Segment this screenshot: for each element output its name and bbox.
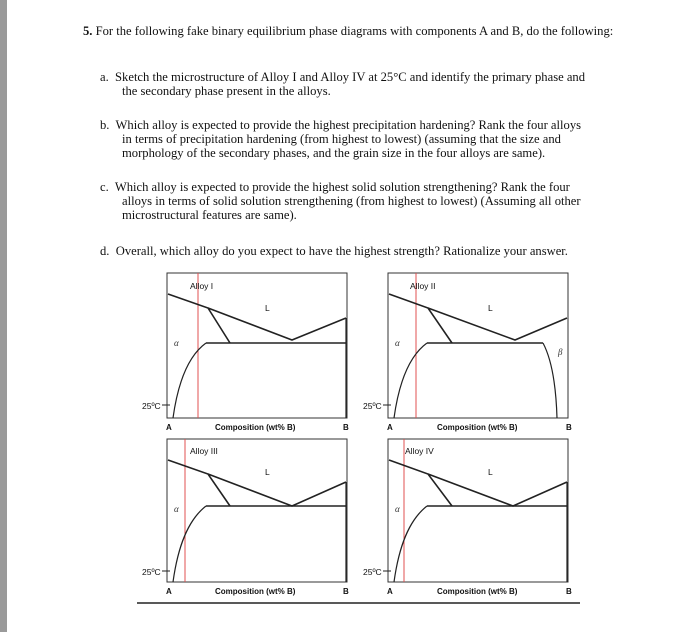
x-axis-label: Composition (wt% B) (215, 423, 296, 432)
item-d-marker: d. (100, 244, 110, 258)
temperature-label: 25ºC (142, 401, 161, 411)
component-a-label: A (166, 423, 172, 432)
liquid-phase-label: L (488, 303, 493, 313)
solvus-line (394, 506, 427, 582)
item-b-first-line: Which alloy is expected to provide the highest precipitation hardening? Rank the four alloys (115, 118, 582, 132)
item-d-first-line: Overall, which alloy do you expect to have the highest strength? Rationalize your answer. (115, 244, 568, 258)
beta-phase-label: β (558, 347, 563, 357)
component-b-label: B (343, 423, 349, 432)
phase-diagram-alloy-1 (142, 273, 349, 432)
liquid-phase-label: L (265, 467, 270, 477)
item-a-first-line: Sketch the microstructure of Alloy I and Alloy IV at 25°C and identify the primary phase and (115, 70, 586, 84)
phase-diagram-alloy-3 (142, 439, 349, 596)
item-c-rest: alloys in terms of solid solution strengthening (from highest to lowest) (Assuming all other microstructural features are same). (122, 194, 581, 222)
alloy-label: Alloy I (190, 281, 214, 291)
component-a-label: A (387, 423, 393, 432)
liquidus-line (389, 460, 567, 506)
alloy-label: Alloy IV (405, 446, 434, 456)
liquidus-line (168, 294, 346, 343)
item-b-marker: b. (100, 118, 110, 132)
solvus-line (394, 343, 427, 418)
alloy-label: Alloy III (190, 446, 218, 456)
temperature-label: 25ºC (142, 567, 161, 577)
alpha-phase-label: α (174, 504, 179, 514)
liquid-phase-label: L (488, 467, 493, 477)
phase-diagram-alloy-4 (363, 439, 572, 596)
component-a-label: A (166, 587, 172, 596)
phase-diagram-alloy-2 (363, 273, 572, 432)
liquid-phase-label: L (265, 303, 270, 313)
x-axis-label: Composition (wt% B) (215, 587, 296, 596)
item-a-rest: the secondary phase present in the alloys. (122, 84, 331, 98)
question-intro-text: For the following fake binary equilibrium phase diagrams with components A and B, do the following: (95, 24, 614, 38)
alpha-phase-label: α (395, 338, 400, 348)
x-axis-label: Composition (wt% B) (437, 587, 518, 596)
x-axis-label: Composition (wt% B) (437, 423, 518, 432)
liquidus-line (168, 460, 346, 506)
solvus-line (173, 343, 206, 418)
component-b-label: B (566, 423, 572, 432)
component-b-label: B (343, 587, 349, 596)
solvus-line (173, 506, 206, 582)
temperature-label: 25ºC (363, 401, 382, 411)
item-a-marker: a. (100, 70, 109, 84)
component-b-label: B (566, 587, 572, 596)
item-c-marker: c. (100, 180, 109, 194)
component-a-label: A (387, 587, 393, 596)
alpha-phase-label: α (395, 504, 400, 514)
item-b-rest: in terms of precipitation hardening (from highest to lowest) (assuming that the size and morphology of the secondary phases, and the grain size in the four alloys are same). (122, 132, 561, 160)
question-number: 5. (83, 24, 93, 38)
temperature-label: 25ºC (363, 567, 382, 577)
alpha-phase-label: α (174, 338, 179, 348)
alloy-label: Alloy II (410, 281, 436, 291)
item-c-first-line: Which alloy is expected to provide the highest solid solution strengthening? Rank the four (114, 180, 570, 194)
beta-solvus-line (543, 343, 557, 418)
